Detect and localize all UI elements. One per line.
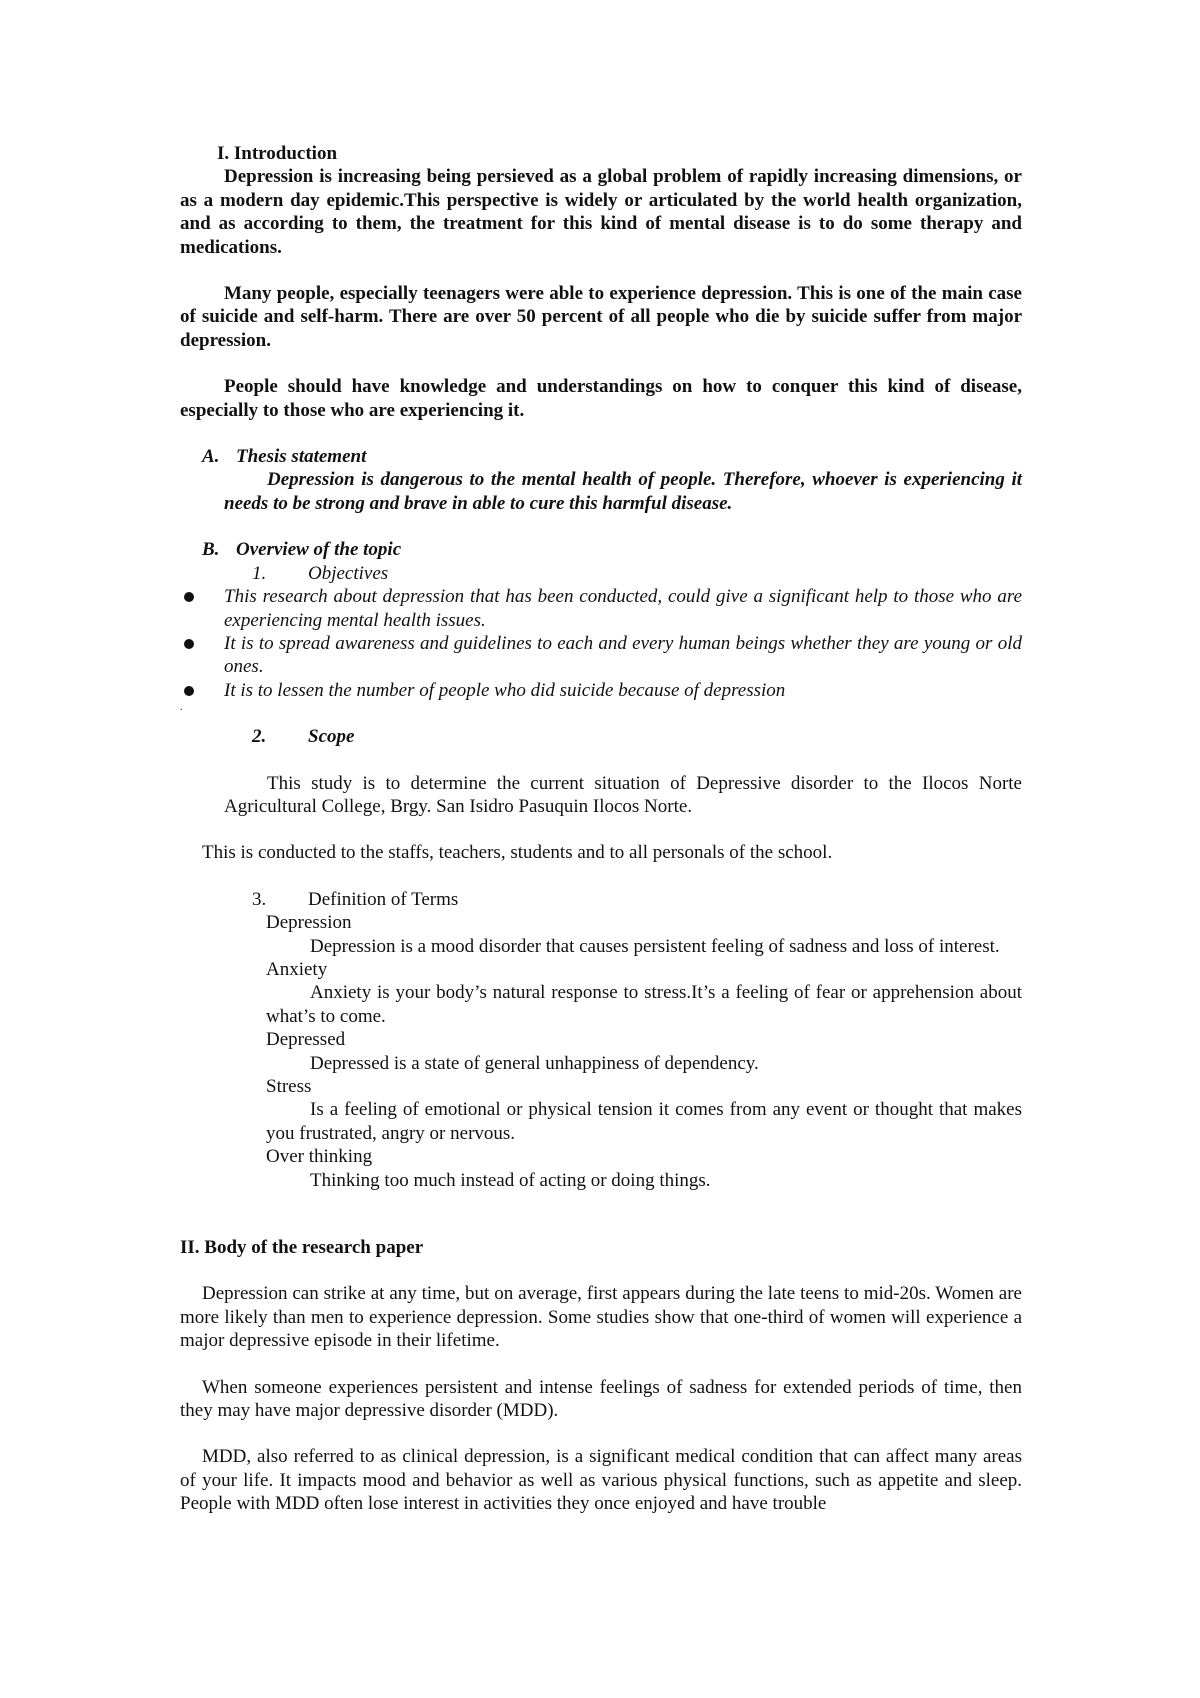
objectives-heading [252,562,1022,585]
overview-heading [202,538,1022,561]
definitions-list [266,911,1022,1192]
stray-mark: . [180,702,183,714]
definition-anxiety: Anxiety is your body’s natural response to stress.It’s a feeling of fear or apprehension about what’s to come. [266,982,1022,1027]
body-heading: II. Body of the research paper [180,1237,424,1259]
objectives-heading-text: Objectives [308,562,389,584]
bullet-icon [184,686,194,696]
term-stress: Stress [266,1076,312,1097]
objectives-list [180,585,1022,702]
objective-text: It is to spread awareness and guidelines to each and every human beings whether they are young or old ones. [224,632,1022,678]
term-anxiety: Anxiety [266,958,328,980]
term-depression: Depression [266,912,352,934]
objectives-marker: 1. [252,562,267,584]
body-paragraph-3: MDD, also referred to as clinical depression, is a significant medical condition that can affect many areas of your life. It impacts mood and behavior as well as various physical functions, such as appetite and sleep. People with MDD often lose interest in activities they once enjoyed and have trouble [180,1446,1022,1515]
term-depressed: Depressed [266,1029,346,1051]
bullet-icon [184,639,194,649]
thesis-text: Depression is dangerous to the mental health of people. Therefore, whoever is experiencing it needs to be strong and brave in able to cure this harmful disease. [224,469,1022,514]
scope-conducted: This is conducted to the staffs, teachers, students and to all personals of the school. [202,842,833,864]
introduction-heading: I. Introduction [217,143,338,164]
scope-paragraph-block [224,772,1022,819]
definitions-heading [252,888,1022,911]
list-item [180,632,1022,679]
intro-paragraph-2: Many people, especially teenagers were able to experience depression. This is one of the main case of suicide and self-harm. There are over 50 percent of all people who die by suicide suffer from major depression. [180,283,1022,351]
scope-heading-text: Scope [308,726,355,748]
objective-text: It is to lessen the number of people who did suicide because of depression [224,679,786,701]
scope-heading [252,725,1022,748]
bullet-icon [184,592,194,602]
scope-paragraph: This study is to determine the current situation of Depressive disorder to the Ilocos Norte Agricultural College, Brgy. San Isidro Pasuquin Ilocos Norte. [224,772,1022,817]
definition-depression: Depression is a mood disorder that causes persistent feeling of sadness and loss of interest. [310,935,1000,957]
definitions-marker: 3. [252,888,267,910]
term-over-thinking: Over thinking [266,1146,373,1168]
document-content [180,142,1022,1516]
body-paragraph-1: Depression can strike at any time, but on average, first appears during the late teens to mid-20s. Women are more likely than men to experience depression. Some studies show that one-third of women will experience a major depressive episode in their lifetime. [180,1283,1022,1352]
overview-heading-text: Overview of the topic [236,539,402,561]
body-paragraph-2: When someone experiences persistent and intense feelings of sadness for extended periods of time, then they may have major depressive disorder (MDD). [180,1376,1022,1422]
definition-depressed: Depressed is a state of general unhappiness of dependency. [310,1052,759,1074]
overview-marker: B. [202,539,220,561]
objective-text: This research about depression that has been conducted, could give a significant help to those who are experiencing mental health issues. [224,586,1022,631]
thesis-heading [202,445,1022,468]
intro-paragraph-1: Depression is increasing being persieved as a global problem of rapidly increasing dimensions, or as a modern day epidemic.This perspective is widely or articulated by the world health organization, and as according to them, the treatment for this kind of mental disease is to do some therapy and medications. [180,166,1022,258]
definition-stress: Is a feeling of emotional or physical tension it comes from any event or thought that makes you frustrated, angry or nervous. [266,1099,1022,1144]
scope-marker: 2. [252,726,267,748]
definition-over-thinking: Thinking too much instead of acting or doing things. [310,1169,711,1191]
thesis-marker: A. [202,446,220,468]
thesis-statement [224,468,1022,515]
definitions-heading-text: Definition of Terms [308,888,459,910]
list-item [180,585,1022,632]
intro-paragraph-3: People should have knowledge and understandings on how to conquer this kind of disease, especially to those who are experiencing it. [180,376,1022,421]
thesis-heading-text: Thesis statement [236,446,367,468]
list-item [180,679,1022,702]
